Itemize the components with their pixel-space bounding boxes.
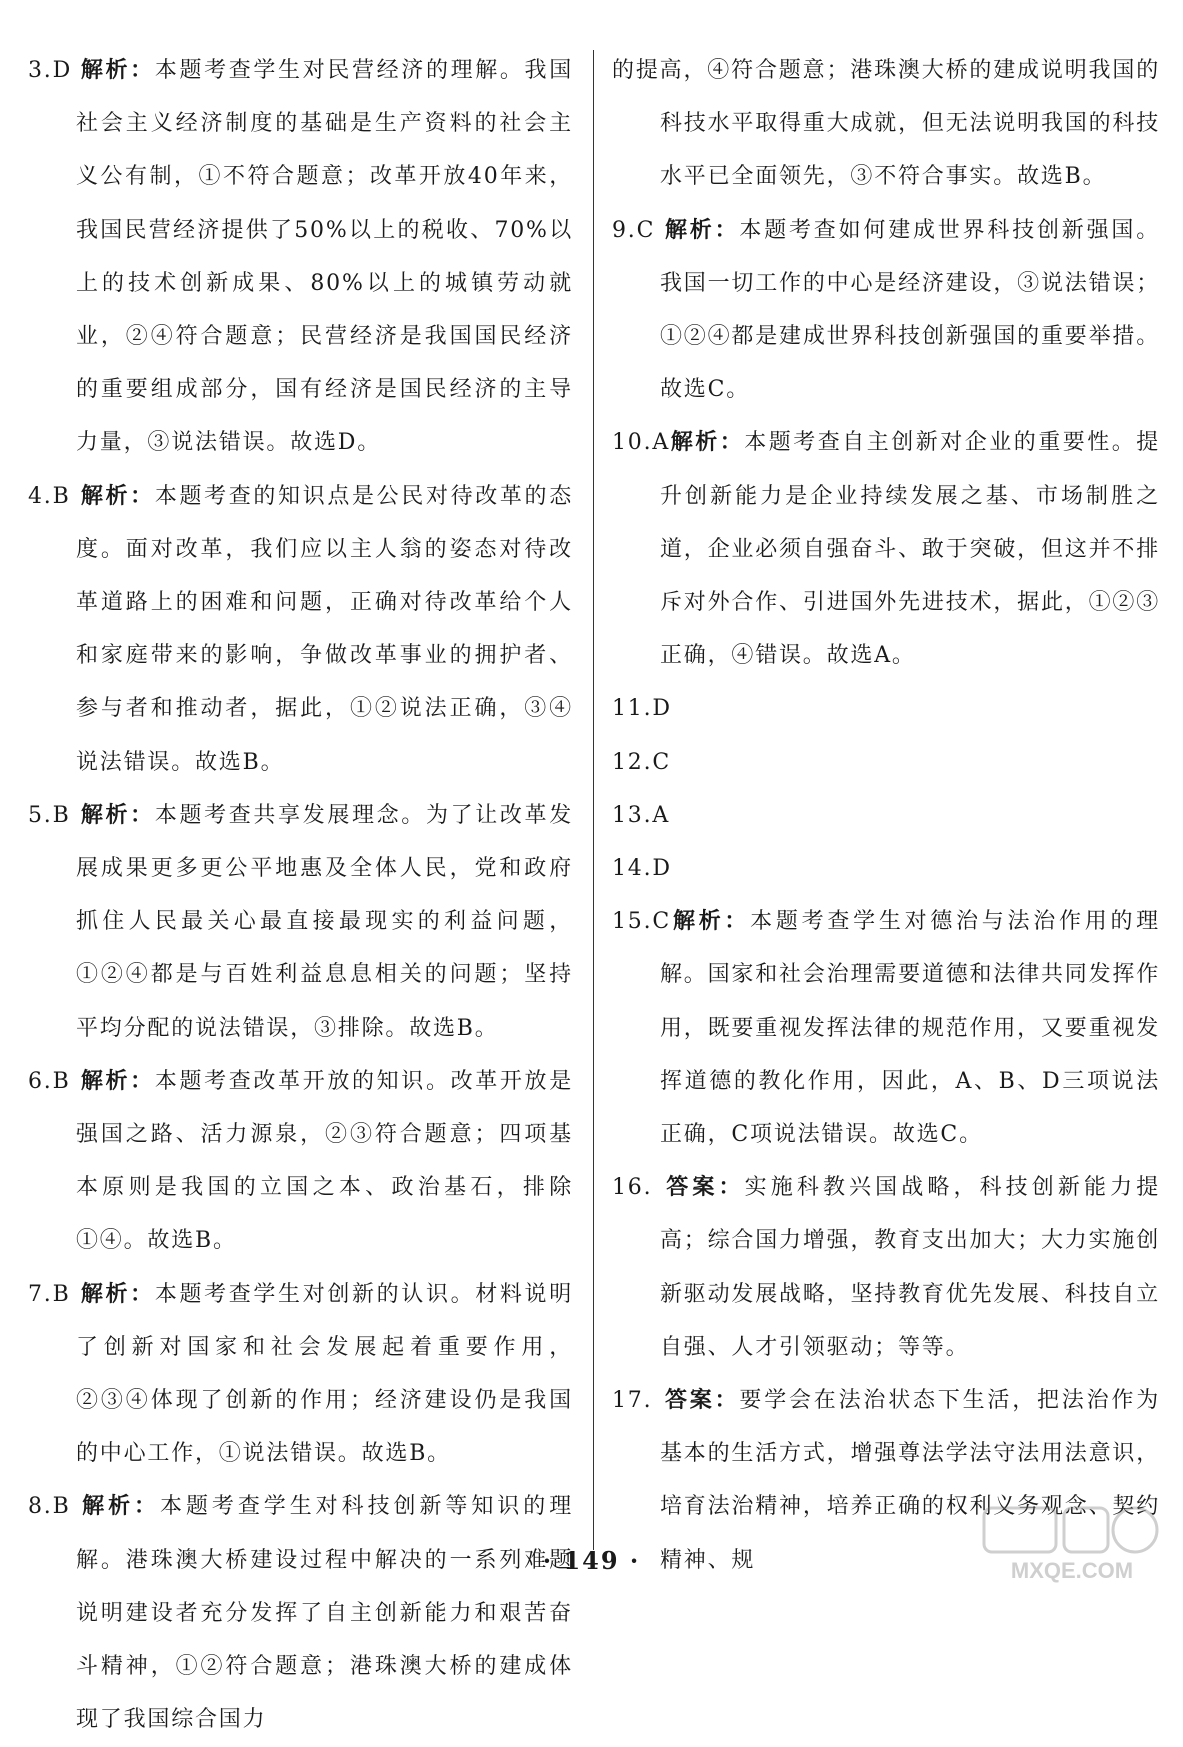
answer-item [28, 44, 573, 470]
answer-number: 6.B [28, 1068, 71, 1094]
answer-item [612, 736, 1160, 789]
answer-text: 本题考查的知识点是公民对待改革的态度。面对改革，我们应以主人翁的姿态对待改革道路上的困难和问题，正确对待改革给个人和家庭带来的影响，争做改革事业的拥护者、参与者和推动者，据此，①②说法正确，③④说法错误。故选B。 [76, 483, 574, 775]
answer-continuation: 的提高，④符合题意；港珠澳大桥的建成说明我国的科技水平取得重大成就，但无法说明我国的科技水平已全面领先，③不符合事实。故选B。 [612, 58, 1160, 190]
answer-item [612, 682, 1160, 735]
answer-text: 本题考查学生对科技创新等知识的理解。港珠澳大桥建设过程中解决的一系列难题说明建设者充分发挥了自主创新能力和艰苦奋斗精神，①②符合题意；港珠澳大桥的建成体现了我国综合国力 [76, 1494, 573, 1733]
answer-text: 要学会在法治状态下生活，把法治作为基本的生活方式，增强尊法学法守法用法意识，培育法治精神，培养正确的权利义务观念、契约精神、规 [660, 1388, 1160, 1573]
analysis-label: 解析： [80, 1493, 160, 1520]
analysis-label: 解析： [671, 908, 751, 935]
left-column [28, 44, 573, 1747]
answer-text: 本题考查如何建成世界科技创新强国。我国一切工作的中心是经济建设，③说法错误；①②④都是建成世界科技创新强国的重要举措。故选C。 [660, 217, 1160, 403]
page-number: · 149 · [542, 1546, 641, 1575]
answer-item [28, 1268, 573, 1481]
answer-text: 本题考查改革开放的知识。改革开放是强国之路、活力源泉，②③符合题意；四项基本原则是我国的立国之本、政治基石，排除①④。故选B。 [76, 1068, 574, 1254]
answer-number: 12.C [612, 749, 672, 775]
answer-label: 答案： [664, 1387, 740, 1414]
answer-number: 15.C [612, 909, 672, 935]
answer-number: 9.C [612, 217, 656, 243]
answer-number: 3.D [28, 58, 73, 83]
answer-number: 14.D [612, 856, 672, 882]
answer-item [612, 204, 1160, 417]
answer-number: 4.B [28, 483, 71, 509]
answer-number: 7.B [28, 1281, 71, 1307]
analysis-label: 解析： [80, 57, 155, 83]
answer-text: 本题考查学生对德治与法治作用的理解。国家和社会治理需要道德和法律共同发挥作用，既要重视发挥法律的规范作用，又要重视发挥道德的教化作用，因此，A、B、D三项说法正确，C项说法错误。故选C。 [660, 909, 1160, 1148]
watermark-logo [980, 1502, 1165, 1584]
analysis-label: 解析： [80, 801, 155, 828]
analysis-label: 解析： [664, 216, 740, 243]
analysis-label: 解析： [670, 429, 745, 456]
answer-number: 13.A [612, 802, 671, 828]
answer-item [612, 789, 1160, 842]
answer-item [28, 470, 573, 789]
watermark-url: MXQE.COM [1010, 1558, 1134, 1583]
column-divider [593, 50, 594, 1550]
answer-number: 11.D [612, 696, 672, 722]
analysis-label: 解析： [80, 482, 155, 509]
answer-item [28, 789, 573, 1055]
answer-item [612, 842, 1160, 895]
answer-number: 16. [612, 1175, 653, 1201]
answer-label: 答案： [664, 1174, 745, 1201]
analysis-label: 解析： [80, 1280, 155, 1307]
answer-text: 本题考查自主创新对企业的重要性。提升创新能力是企业持续发展之基、市场制胜之道，企业必须自强奋斗、敢于突破，但这并不排斥对外合作、引进国外先进技术，据此，①②③正确，④错误。故选A。 [660, 430, 1160, 669]
analysis-label: 解析： [80, 1067, 155, 1094]
answer-text: 本题考查学生对创新的认识。材料说明了创新对国家和社会发展起着重要作用，②③④体现了创新的作用；经济建设仍是我国的中心工作，①说法错误。故选B。 [76, 1281, 574, 1467]
answer-number: 17. [612, 1388, 653, 1414]
right-column [612, 44, 1160, 1587]
answer-item [28, 1480, 573, 1746]
answer-number: 10.A [612, 430, 671, 456]
answer-text: 本题考查学生对民营经济的理解。我国社会主义经济制度的基础是生产资料的社会主义公有制，①不符合题意；改革开放40年来，我国民营经济提供了50%以上的税收、70%以上的技术创新成果、80%以上的城镇劳动就业，②④符合题意；民营经济是我国国民经济的重要组成部分，国有经济是国民经济的主导力量，③说法错误。故选D。 [76, 58, 574, 456]
answer-text: 实施科教兴国战略，科技创新能力提高；综合国力增强，教育支出加大；大力实施创新驱动发展战略，坚持教育优先发展、科技自立自强、人才引领驱动；等等。 [660, 1175, 1160, 1360]
answer-number: 5.B [28, 802, 71, 828]
answer-number: 8.B [28, 1494, 71, 1520]
answer-item [612, 1161, 1160, 1374]
answer-item [28, 1055, 573, 1268]
answer-item [612, 895, 1160, 1161]
answer-item [612, 416, 1160, 682]
answer-text: 本题考查共享发展理念。为了让改革发展成果更多更公平地惠及全体人民，党和政府抓住人民最关心最直接最现实的利益问题，①②④都是与百姓利益息息相关的问题；坚持平均分配的说法错误，③排除。故选B。 [76, 802, 574, 1041]
